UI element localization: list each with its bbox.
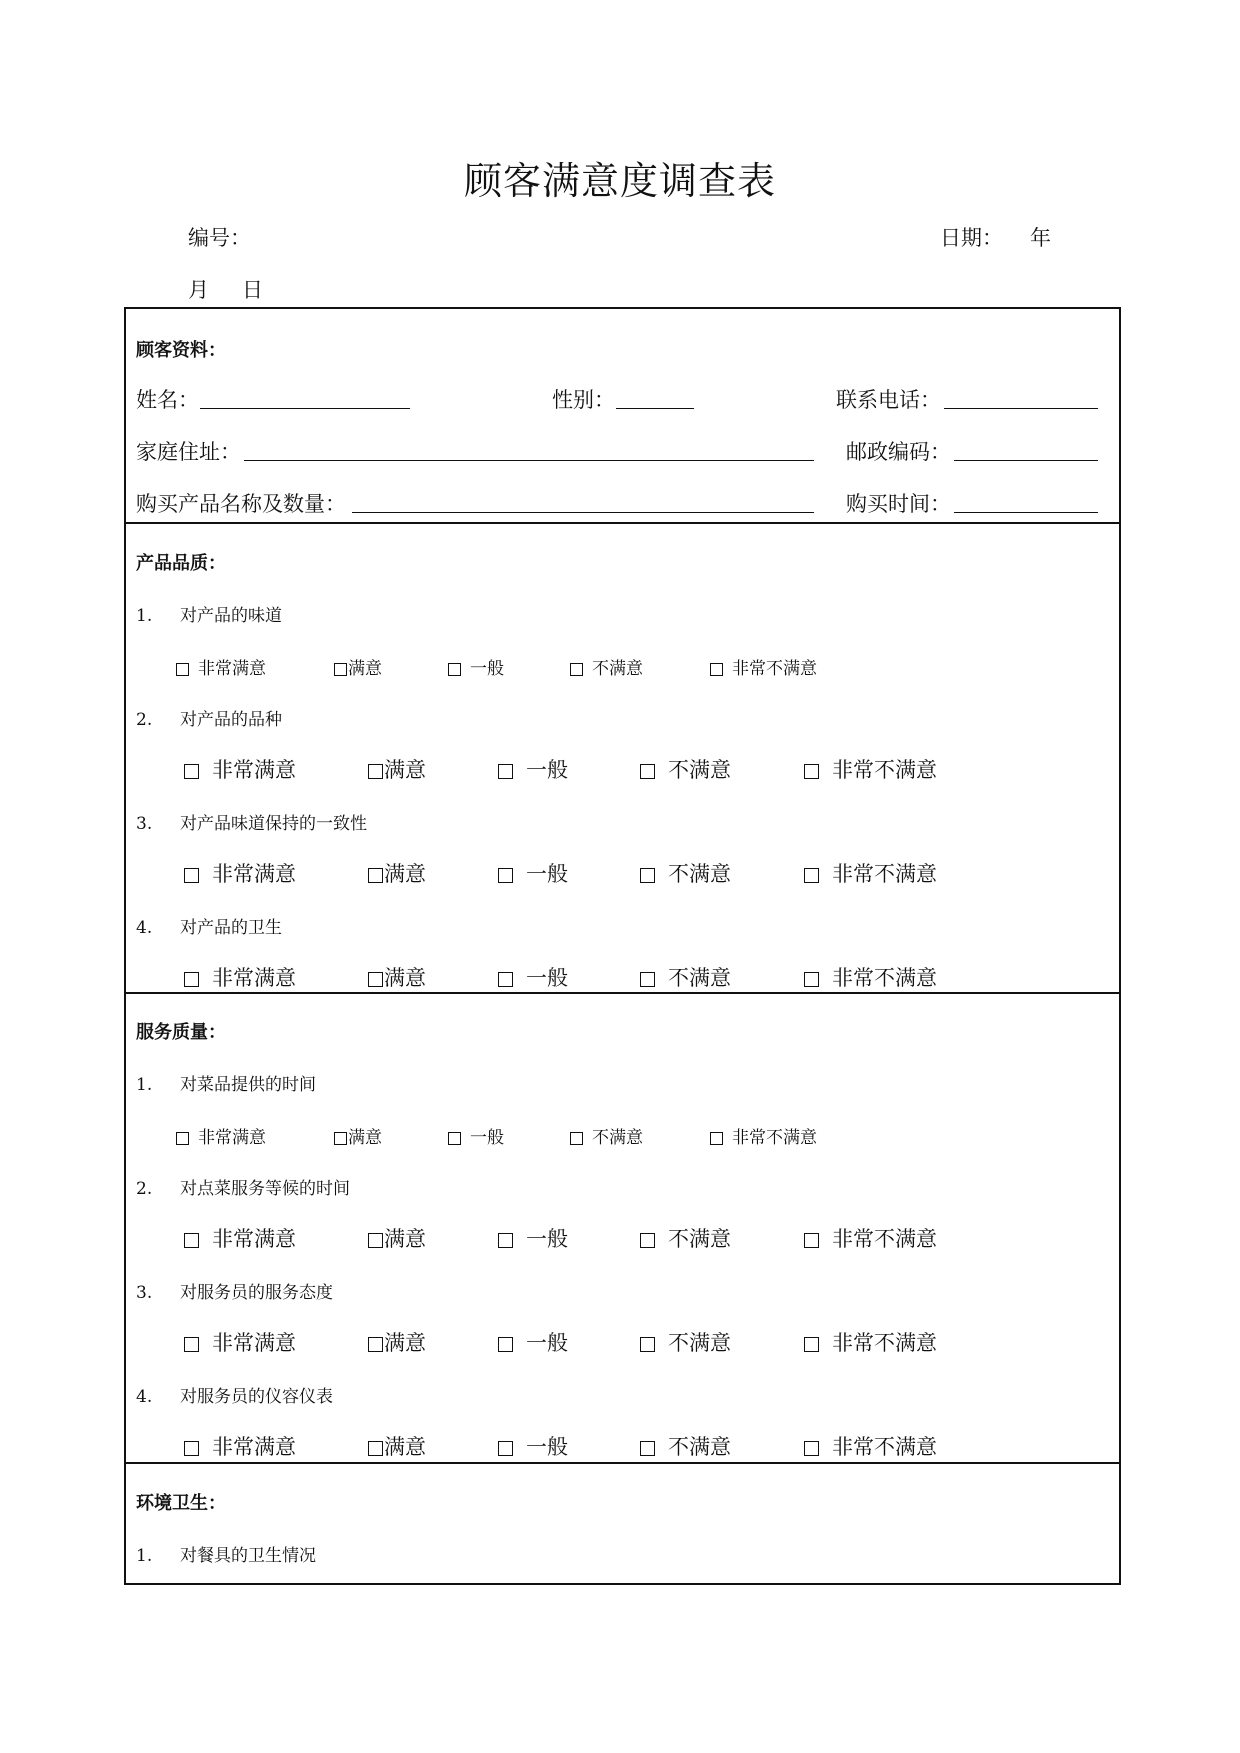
checkbox-icon[interactable] <box>710 663 723 676</box>
name-field[interactable] <box>200 408 410 409</box>
gender-label: 性别： <box>552 388 615 412</box>
option-satisfied[interactable]: 满意 <box>368 858 426 888</box>
customer-section-title: 顾客资料： <box>136 340 226 361</box>
option-satisfied[interactable]: 满意 <box>334 654 382 679</box>
option-very-dissatisfied[interactable]: 非常不满意 <box>804 1327 937 1357</box>
checkbox-icon[interactable] <box>570 1132 583 1145</box>
question: 3. 对服务员的服务态度 <box>136 1283 333 1303</box>
option-satisfied[interactable]: 满意 <box>368 754 426 784</box>
option-very-dissatisfied[interactable]: 非常不满意 <box>804 1431 937 1461</box>
option-dissatisfied[interactable]: 不满意 <box>640 1327 731 1357</box>
checkbox-icon[interactable] <box>640 1441 655 1456</box>
checkbox-icon[interactable] <box>176 663 189 676</box>
checkbox-icon[interactable] <box>448 1132 461 1145</box>
checkbox-icon[interactable] <box>804 764 819 779</box>
checkbox-icon[interactable] <box>640 868 655 883</box>
option-very-satisfied[interactable]: 非常满意 <box>184 858 296 888</box>
day-label: 日 <box>242 278 263 302</box>
section-divider <box>124 522 1121 524</box>
question: 1. 对菜品提供的时间 <box>136 1075 316 1095</box>
month-label: 月 <box>188 278 209 302</box>
checkbox-icon[interactable] <box>498 972 513 987</box>
checkbox-icon[interactable] <box>710 1132 723 1145</box>
product-field[interactable] <box>352 512 814 513</box>
checkbox-icon[interactable] <box>184 868 199 883</box>
option-very-dissatisfied[interactable]: 非常不满意 <box>710 1123 817 1148</box>
option-neutral[interactable]: 一般 <box>498 1431 568 1461</box>
option-neutral[interactable]: 一般 <box>498 1223 568 1253</box>
option-dissatisfied[interactable]: 不满意 <box>570 1123 643 1148</box>
environment-section-title: 环境卫生： <box>136 1493 226 1514</box>
checkbox-icon[interactable] <box>176 1132 189 1145</box>
checkbox-icon[interactable] <box>498 764 513 779</box>
option-very-dissatisfied[interactable]: 非常不满意 <box>804 1223 937 1253</box>
question: 4. 对产品的卫生 <box>136 918 282 938</box>
checkbox-icon[interactable] <box>804 1337 819 1352</box>
option-neutral[interactable]: 一般 <box>448 1123 504 1148</box>
option-very-satisfied[interactable]: 非常满意 <box>176 654 266 679</box>
product-label: 购买产品名称及数量： <box>136 492 346 516</box>
section-divider <box>124 992 1121 994</box>
checkbox-icon[interactable] <box>804 1233 819 1248</box>
option-neutral[interactable]: 一般 <box>498 1327 568 1357</box>
option-neutral[interactable]: 一般 <box>498 962 568 992</box>
checkbox-icon[interactable] <box>368 868 383 883</box>
checkbox-icon[interactable] <box>184 972 199 987</box>
checkbox-icon[interactable] <box>368 1337 383 1352</box>
checkbox-icon[interactable] <box>334 1132 347 1145</box>
option-neutral[interactable]: 一般 <box>498 858 568 888</box>
option-very-dissatisfied[interactable]: 非常不满意 <box>710 654 817 679</box>
option-dissatisfied[interactable]: 不满意 <box>640 858 731 888</box>
question: 2. 对点菜服务等候的时间 <box>136 1179 350 1199</box>
option-satisfied[interactable]: 满意 <box>368 1431 426 1461</box>
page-title: 顾客满意度调查表 <box>463 159 776 203</box>
option-neutral[interactable]: 一般 <box>498 754 568 784</box>
checkbox-icon[interactable] <box>448 663 461 676</box>
checkbox-icon[interactable] <box>184 1441 199 1456</box>
checkbox-icon[interactable] <box>640 1337 655 1352</box>
zip-field[interactable] <box>954 460 1098 461</box>
option-satisfied[interactable]: 满意 <box>368 1223 426 1253</box>
checkbox-icon[interactable] <box>804 972 819 987</box>
checkbox-icon[interactable] <box>334 663 347 676</box>
option-very-satisfied[interactable]: 非常满意 <box>184 1327 296 1357</box>
option-very-satisfied[interactable]: 非常满意 <box>184 1431 296 1461</box>
checkbox-icon[interactable] <box>498 868 513 883</box>
purchase-time-field[interactable] <box>954 512 1098 513</box>
option-dissatisfied[interactable]: 不满意 <box>640 1223 731 1253</box>
question: 2. 对产品的品种 <box>136 710 282 730</box>
checkbox-icon[interactable] <box>498 1337 513 1352</box>
option-very-dissatisfied[interactable]: 非常不满意 <box>804 858 937 888</box>
checkbox-icon[interactable] <box>804 1441 819 1456</box>
year-label: 年 <box>1030 226 1051 250</box>
checkbox-icon[interactable] <box>184 1233 199 1248</box>
question: 1. 对产品的味道 <box>136 606 282 626</box>
option-dissatisfied[interactable]: 不满意 <box>570 654 643 679</box>
checkbox-icon[interactable] <box>368 1233 383 1248</box>
number-label: 编号： <box>188 226 251 250</box>
option-very-dissatisfied[interactable]: 非常不满意 <box>804 754 937 784</box>
section-divider <box>124 1462 1121 1464</box>
checkbox-icon[interactable] <box>368 1441 383 1456</box>
option-very-dissatisfied[interactable]: 非常不满意 <box>804 962 937 992</box>
checkbox-icon[interactable] <box>570 663 583 676</box>
quality-section-title: 产品品质： <box>136 553 226 574</box>
gender-field[interactable] <box>616 408 694 409</box>
option-satisfied[interactable]: 满意 <box>368 962 426 992</box>
option-dissatisfied[interactable]: 不满意 <box>640 962 731 992</box>
option-satisfied[interactable]: 满意 <box>368 1327 426 1357</box>
purchase-time-label: 购买时间： <box>846 492 951 516</box>
option-very-satisfied[interactable]: 非常满意 <box>176 1123 266 1148</box>
checkbox-icon[interactable] <box>498 1233 513 1248</box>
option-very-satisfied[interactable]: 非常满意 <box>184 754 296 784</box>
checkbox-icon[interactable] <box>184 1337 199 1352</box>
question: 3. 对产品味道保持的一致性 <box>136 814 367 834</box>
address-field[interactable] <box>244 460 814 461</box>
phone-label: 联系电话： <box>836 388 941 412</box>
option-very-satisfied[interactable]: 非常满意 <box>184 962 296 992</box>
checkbox-icon[interactable] <box>368 972 383 987</box>
question: 1. 对餐具的卫生情况 <box>136 1546 316 1566</box>
checkbox-icon[interactable] <box>640 764 655 779</box>
option-dissatisfied[interactable]: 不满意 <box>640 754 731 784</box>
checkbox-icon[interactable] <box>184 764 199 779</box>
checkbox-icon[interactable] <box>640 1233 655 1248</box>
date-label: 日期： <box>940 226 1003 250</box>
name-label: 姓名： <box>136 388 199 412</box>
option-neutral[interactable]: 一般 <box>448 654 504 679</box>
question: 4. 对服务员的仪容仪表 <box>136 1387 333 1407</box>
checkbox-icon[interactable] <box>640 972 655 987</box>
checkbox-icon[interactable] <box>368 764 383 779</box>
checkbox-icon[interactable] <box>804 868 819 883</box>
option-very-satisfied[interactable]: 非常满意 <box>184 1223 296 1253</box>
service-section-title: 服务质量： <box>136 1022 226 1043</box>
address-label: 家庭住址： <box>136 440 241 464</box>
option-satisfied[interactable]: 满意 <box>334 1123 382 1148</box>
zip-label: 邮政编码： <box>846 440 951 464</box>
checkbox-icon[interactable] <box>498 1441 513 1456</box>
phone-field[interactable] <box>944 408 1098 409</box>
option-dissatisfied[interactable]: 不满意 <box>640 1431 731 1461</box>
